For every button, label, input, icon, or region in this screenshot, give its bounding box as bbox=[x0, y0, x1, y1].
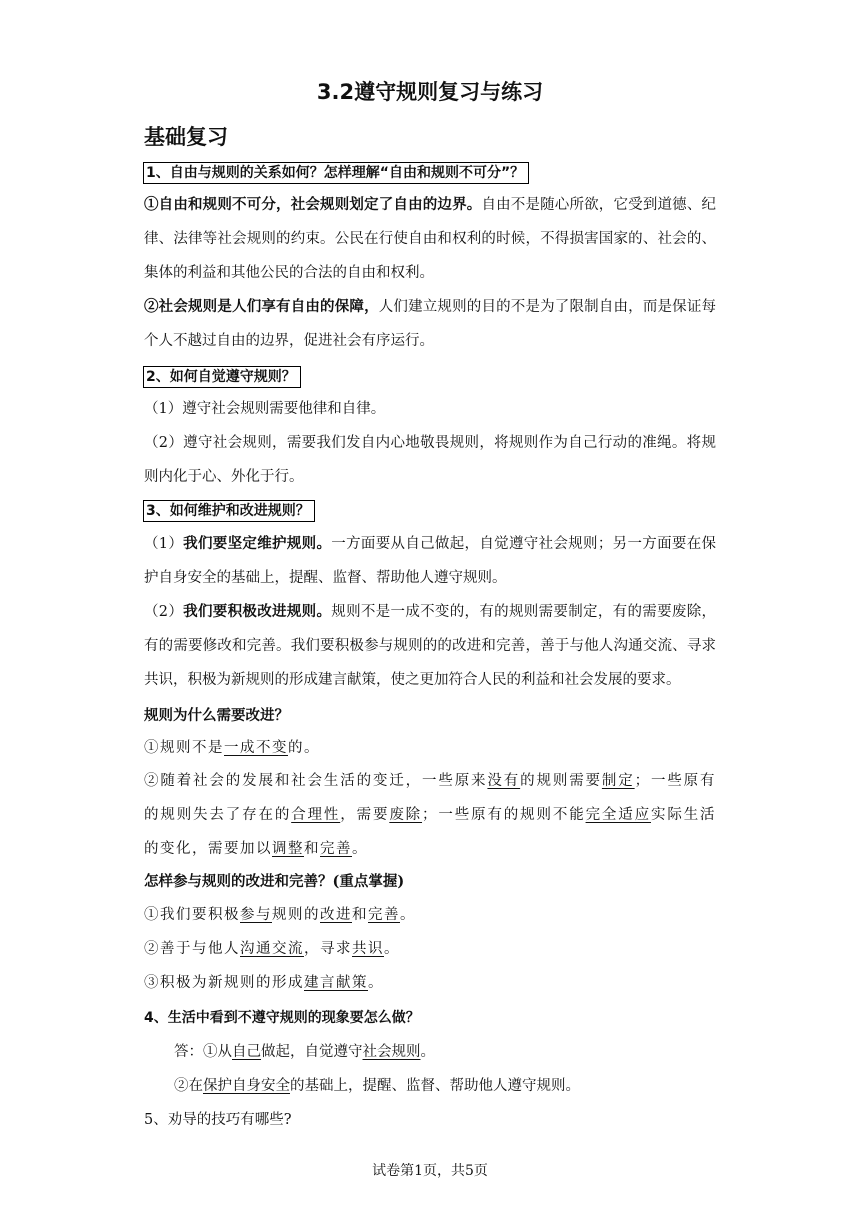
question-1: 1、自由与规则的关系如何？怎样理解“自由和规则不可分”？ bbox=[143, 162, 529, 184]
q4-answer-2: ②在保护自身安全的基础上，提醒、监督、帮助他人遵守规则。 bbox=[174, 1078, 580, 1094]
page-title: 3.2遵守规则复习与练习 bbox=[316, 80, 544, 104]
q3-a1-text: 一方面要从自己做起，自觉遵守社会规则；另一方面要在保护自身安全的基础上，提醒、监督、帮助他人遵守规则。 bbox=[144, 536, 717, 586]
page-footer: 试卷第1页，共5页 bbox=[372, 1163, 488, 1179]
q3-a1-bold: 我们要坚定维护规则。 bbox=[183, 535, 332, 552]
how-line-1: ①我们要积极参与规则的改进和完善。 bbox=[144, 907, 416, 923]
q1-paragraph-2 bbox=[144, 290, 716, 358]
question-2: 2、如何自觉遵守规则？ bbox=[143, 366, 301, 388]
how-line-3: ③积极为新规则的形成建言献策。 bbox=[144, 975, 384, 991]
why-line-1: ①规则不是一成不变的。 bbox=[144, 740, 320, 756]
q1-p1-bold: ①自由和规则不可分，社会规则划定了自由的边界。 bbox=[144, 196, 482, 213]
q1-p2-bold: ②社会规则是人们享有自由的保障， bbox=[144, 298, 379, 315]
q3-answer-1 bbox=[144, 527, 716, 595]
q1-p2-text: 人们建立规则的目的不是为了限制自由，而是保证每个人不越过自由的边界，促进社会有序运行。 bbox=[144, 299, 717, 349]
q4-answer-1: 答：①从自己做起，自觉遵守社会规则。 bbox=[174, 1044, 435, 1060]
q3-answer-2 bbox=[144, 595, 716, 697]
why-heading: 规则为什么需要改进？ bbox=[144, 707, 289, 724]
question-3: 3、如何维护和改进规则？ bbox=[143, 500, 315, 522]
how-heading: 怎样参与规则的改进和完善？(重点掌握) bbox=[144, 873, 405, 890]
q3-a2-bold: 我们要积极改进规则。 bbox=[183, 603, 332, 620]
q2-answer-1: （1）遵守社会规则需要他律和自律。 bbox=[144, 401, 386, 417]
why-line-2: ②随着社会的发展和社会生活的变迁，一些原来没有的规则需要制定；一些原有的规则失去了存在的合理性，需要废除；一些原有的规则不能完全适应实际生活的变化，需要加以调整和完善。 bbox=[144, 773, 717, 857]
how-line-2: ②善于与他人沟通交流，寻求共识。 bbox=[144, 941, 400, 957]
question-5: 5、劝导的技巧有哪些? bbox=[144, 1112, 292, 1128]
q3-a1-prefix: （1） bbox=[144, 536, 184, 552]
q1-p1-text: 自由不是随心所欲，它受到道德、纪律、法律等社会规则的约束。公民在行使自由和权利的时候，不得损害国家的、社会的、集体的利益和其他公民的合法的自由和权利。 bbox=[144, 197, 717, 281]
q2-answer-2: （2）遵守社会规则，需要我们发自内心地敬畏规则，将规则作为自己行动的准绳。将规则内化于心、外化于行。 bbox=[144, 435, 716, 485]
q3-a2-prefix: （2） bbox=[144, 604, 184, 620]
question-4: 4、生活中看到不遵守规则的现象要怎么做？ bbox=[144, 1010, 420, 1026]
q1-paragraph-1 bbox=[144, 188, 716, 290]
section-title: 基础复习 bbox=[144, 125, 228, 149]
q3-a2-text: 规则不是一成不变的，有的规则需要制定，有的需要废除，有的需要修改和完善。我们要积极参与规则的的改进和完善，善于与他人沟通交流、寻求共识，积极为新规则的形成建言献策，使之更加符合人民的利益和社会发展的要求。 bbox=[144, 604, 717, 688]
